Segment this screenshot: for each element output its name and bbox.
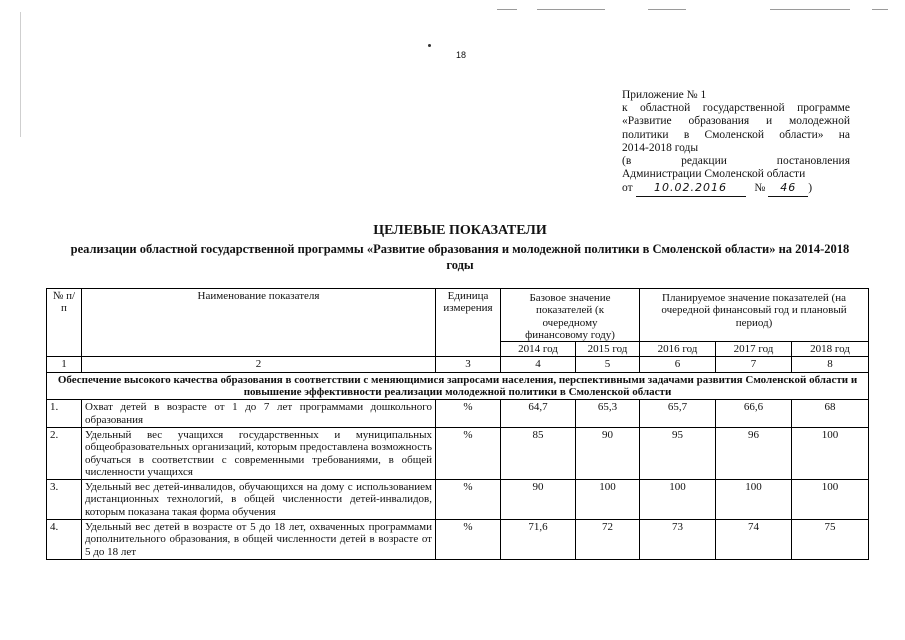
value-2017: 100 bbox=[716, 480, 792, 520]
table-row bbox=[47, 400, 869, 428]
appendix-line-3: «Развитие образования и молодежной bbox=[622, 115, 850, 128]
section-row bbox=[47, 372, 869, 400]
value-2018: 100 bbox=[792, 427, 869, 479]
value-2015: 65,3 bbox=[576, 400, 640, 428]
header-name: Наименование показателя bbox=[82, 289, 436, 357]
header-num: № п/п bbox=[47, 289, 82, 357]
indicators-table bbox=[46, 288, 869, 560]
value-2015: 72 bbox=[576, 520, 640, 560]
appendix-line-4: политики в Смоленской области» на bbox=[622, 128, 850, 141]
value-2016: 73 bbox=[640, 520, 716, 560]
appendix-line-2: к областной государственной программе bbox=[622, 102, 850, 115]
appendix-line-7: Администрации Смоленской области bbox=[622, 168, 806, 181]
appendix-line-1: Приложение № 1 bbox=[622, 89, 707, 101]
col-number: 3 bbox=[436, 357, 501, 372]
col-number: 4 bbox=[501, 357, 576, 372]
indicator-unit: % bbox=[436, 400, 501, 428]
header-2016: 2016 год bbox=[640, 342, 716, 357]
header-2018: 2018 год bbox=[792, 342, 869, 357]
value-2014: 85 bbox=[501, 427, 576, 479]
table-row bbox=[47, 480, 869, 520]
page-number: 18 bbox=[456, 50, 467, 60]
table-row bbox=[47, 520, 869, 560]
header-unit: Единица измерения bbox=[436, 289, 501, 357]
value-2015: 90 bbox=[576, 427, 640, 479]
indicator-unit: % bbox=[436, 520, 501, 560]
indicator-unit: % bbox=[436, 427, 501, 479]
header-2014: 2014 год bbox=[501, 342, 576, 357]
col-number: 6 bbox=[640, 357, 716, 372]
header-row bbox=[47, 289, 869, 342]
value-2018: 75 bbox=[792, 520, 869, 560]
appendix-date-line bbox=[622, 181, 850, 196]
header-2015: 2015 год bbox=[576, 342, 640, 357]
col-number: 8 bbox=[792, 357, 869, 372]
column-numbers-row bbox=[47, 357, 869, 372]
scan-dot bbox=[428, 44, 431, 47]
indicator-unit: % bbox=[436, 480, 501, 520]
from-label: от bbox=[622, 182, 633, 195]
value-2015: 100 bbox=[576, 480, 640, 520]
col-number: 7 bbox=[716, 357, 792, 372]
value-2016: 95 bbox=[640, 427, 716, 479]
value-2016: 65,7 bbox=[640, 400, 716, 428]
appendix-block bbox=[622, 89, 850, 197]
value-2017: 96 bbox=[716, 427, 792, 479]
scan-edge-left bbox=[20, 12, 21, 137]
indicator-name: Удельный вес учащихся государственных и муниципальных общеобразовательных организаций, которым предоставлена возможность обучаться в соответствии с современными требованиями, в общей численности учащихся bbox=[82, 427, 436, 479]
value-2018: 68 bbox=[792, 400, 869, 428]
value-2016: 100 bbox=[640, 480, 716, 520]
indicator-name: Удельный вес детей в возрасте от 5 до 18 лет, охваченных программами дополнительного образования, в общей численности детей в возрасте от 5 до 18 лет bbox=[82, 520, 436, 560]
value-2017: 74 bbox=[716, 520, 792, 560]
col-number: 5 bbox=[576, 357, 640, 372]
handwritten-number: 46 bbox=[780, 181, 797, 195]
value-2014: 64,7 bbox=[501, 400, 576, 428]
handwritten-date: 10.02.2016 bbox=[654, 181, 727, 195]
row-number: 2. bbox=[47, 427, 82, 479]
close-paren: ) bbox=[808, 182, 813, 195]
header-plan: Планируемое значение показателей (на очередной финансовый год и плановый период) bbox=[640, 289, 869, 342]
value-2018: 100 bbox=[792, 480, 869, 520]
indicator-name: Удельный вес детей-инвалидов, обучающихся на дому с использованием дистанционных технологий, в общей численности детей-инвалидов, которым показана такая форма обучения bbox=[82, 480, 436, 520]
row-number: 3. bbox=[47, 480, 82, 520]
value-2014: 71,6 bbox=[501, 520, 576, 560]
section-heading: Обеспечение высокого качества образования в соответствии с меняющимися запросами населения, перспективными задачами развития Смоленской области и повышение эффективности реализации молодежной политики в Смоленской области bbox=[47, 372, 869, 400]
row-number: 1. bbox=[47, 400, 82, 428]
col-number: 1 bbox=[47, 357, 82, 372]
number-label: № bbox=[754, 182, 766, 195]
appendix-line-6: (в редакции постановления bbox=[622, 155, 850, 168]
appendix-line-5: 2014-2018 годы bbox=[622, 141, 699, 154]
indicator-name: Охват детей в возрасте от 1 до 7 лет программами дошкольного образования bbox=[82, 400, 436, 428]
row-number: 4. bbox=[47, 520, 82, 560]
header-2017: 2017 год bbox=[716, 342, 792, 357]
value-2017: 66,6 bbox=[716, 400, 792, 428]
col-number: 2 bbox=[82, 357, 436, 372]
document-subtitle: реализации областной государственной программы «Развитие образования и молодежной политики в Смоленской области» на 2014-2018 годы bbox=[70, 242, 850, 272]
table-row bbox=[47, 427, 869, 479]
header-base: Базовое значение показателей (к очередному финансовому году) bbox=[501, 289, 640, 342]
value-2014: 90 bbox=[501, 480, 576, 520]
document-title: ЦЕЛЕВЫЕ ПОКАЗАТЕЛИ bbox=[373, 223, 547, 238]
